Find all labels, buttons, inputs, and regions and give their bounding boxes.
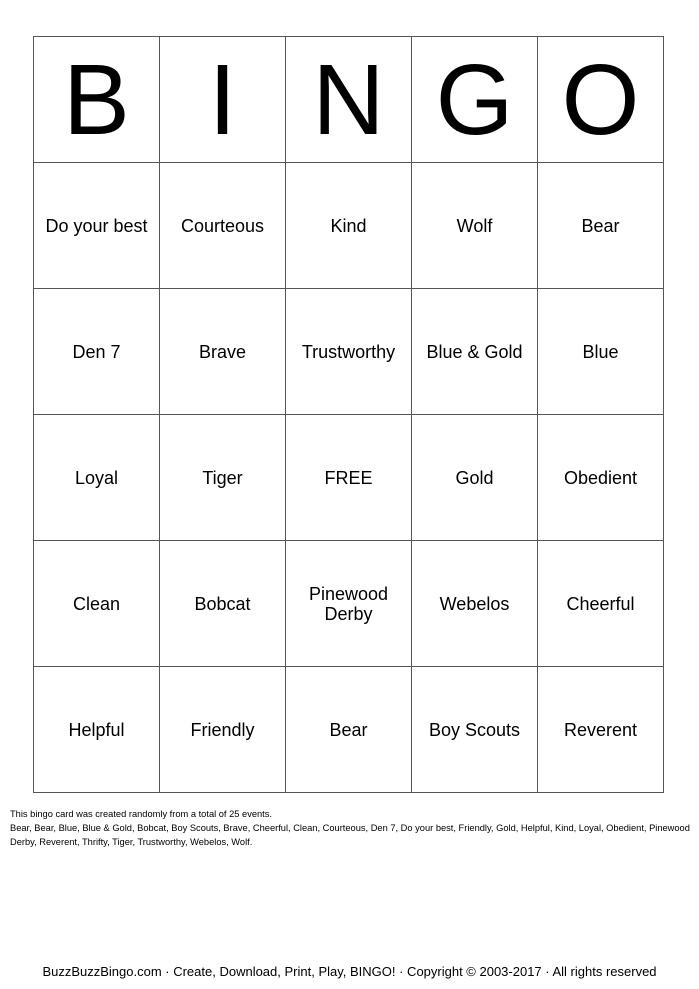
card-row <box>34 667 664 793</box>
bingo-cell: Cheerful <box>538 541 664 667</box>
bingo-cell: Do your best <box>34 163 160 289</box>
bingo-cell: Friendly <box>160 667 286 793</box>
bingo-cell: Trustworthy <box>286 289 412 415</box>
bingo-cell: Courteous <box>160 163 286 289</box>
bingo-cell: Kind <box>286 163 412 289</box>
header-letter-b: B <box>34 37 160 163</box>
bingo-cell: Brave <box>160 289 286 415</box>
bingo-cell: Clean <box>34 541 160 667</box>
bingo-cell: Bobcat <box>160 541 286 667</box>
bingo-cell: Blue & Gold <box>412 289 538 415</box>
card-row <box>34 289 664 415</box>
card-row <box>34 415 664 541</box>
bingo-cell: Helpful <box>34 667 160 793</box>
bingo-cell: Reverent <box>538 667 664 793</box>
card-row <box>34 163 664 289</box>
header-letter-g: G <box>412 37 538 163</box>
bingo-cell: Bear <box>538 163 664 289</box>
bingo-card <box>33 36 664 793</box>
header-letter-o: O <box>538 37 664 163</box>
header-letter-n: N <box>286 37 412 163</box>
bingo-cell: Obedient <box>538 415 664 541</box>
bingo-cell: Boy Scouts <box>412 667 538 793</box>
bingo-cell: Tiger <box>160 415 286 541</box>
bingo-cell: Gold <box>412 415 538 541</box>
header-letter-i: I <box>160 37 286 163</box>
free-space-cell: FREE <box>286 415 412 541</box>
event-count-text: This bingo card was created randomly from a total of 25 events. <box>10 809 272 819</box>
header-row <box>34 37 664 163</box>
bingo-cell: Pinewood Derby <box>286 541 412 667</box>
card-row <box>34 541 664 667</box>
bingo-cell: Webelos <box>412 541 538 667</box>
bingo-cell: Den 7 <box>34 289 160 415</box>
bingo-cell: Blue <box>538 289 664 415</box>
event-list-text: Bear, Bear, Blue, Blue & Gold, Bobcat, Boy Scouts, Brave, Cheerful, Clean, Courteous, Den 7, Do your best, Friendly, Gold, Helpful, Kind, Loyal, Obedient, Pinewood Derby, Reverent, Thrifty, Tiger, Trustworthy, Webelos, Wolf. <box>10 823 690 847</box>
copyright-footer: BuzzBuzzBingo.com · Create, Download, Print, Play, BINGO! · Copyright © 2003-2017 · All rights reserved <box>42 964 657 979</box>
bingo-cell: Bear <box>286 667 412 793</box>
bingo-cell: Loyal <box>34 415 160 541</box>
card-info-note <box>10 807 690 849</box>
bingo-cell: Wolf <box>412 163 538 289</box>
